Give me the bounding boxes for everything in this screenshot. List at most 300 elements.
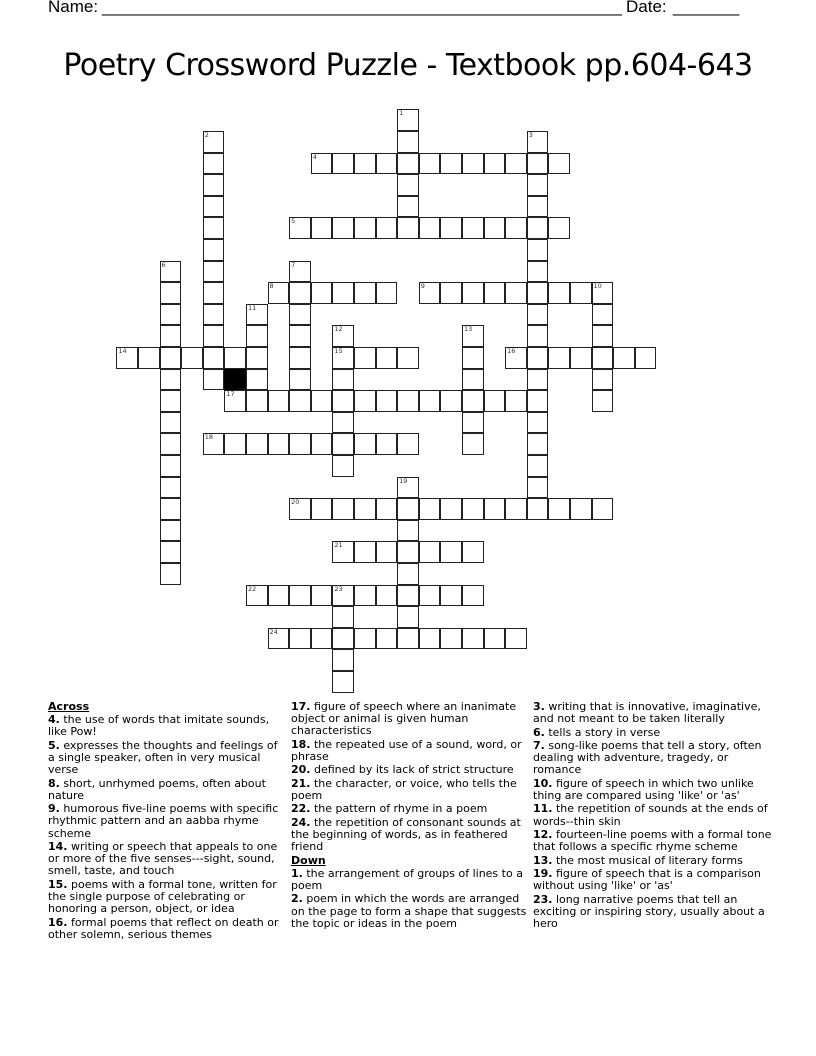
crossword-cell[interactable] [160, 477, 182, 499]
clue-number: 12. [533, 827, 553, 841]
crossword-cell[interactable] [592, 347, 614, 369]
clue-number: 15. [48, 877, 68, 891]
crossword-cell[interactable] [268, 433, 290, 455]
crossword-cell[interactable] [160, 390, 182, 412]
crossword-cell[interactable] [332, 628, 354, 650]
clue-across-24 [291, 817, 529, 854]
crossword-cell[interactable] [592, 498, 614, 520]
crossword-cell[interactable] [289, 369, 311, 391]
crossword-cell[interactable] [354, 217, 376, 239]
clue-number: 11. [533, 802, 553, 816]
clue-number: 7. [533, 738, 545, 752]
cell-number: 19 [399, 476, 408, 485]
clue-text: writing or speech that appeals to one or more of the five senses---sight, sound, smell, taste, and touch [48, 839, 278, 878]
clue-number: 9. [48, 802, 60, 816]
clue-text: writing that is innovative, imaginative, and not meant to be taken literally [533, 700, 761, 726]
crossword-cell[interactable] [397, 498, 419, 520]
cell-number: 21 [334, 541, 343, 550]
crossword-cell[interactable] [397, 390, 419, 412]
crossword-cell[interactable] [332, 498, 354, 520]
cell-number: 2 [204, 130, 209, 139]
crossword-cell[interactable] [289, 261, 311, 283]
crossword-cell[interactable] [160, 347, 182, 369]
crossword-cell[interactable] [332, 390, 354, 412]
clue-text: figure of speech in which two unlike thing are compared using 'like' or 'as' [533, 776, 754, 802]
crossword-cell[interactable] [160, 433, 182, 455]
crossword-cell[interactable] [138, 347, 160, 369]
crossword-cell[interactable] [160, 304, 182, 326]
crossword-cell[interactable] [246, 585, 268, 607]
clue-number: 20. [291, 763, 311, 777]
crossword-cell[interactable] [203, 217, 225, 239]
crossword-cell[interactable] [354, 433, 376, 455]
name-field[interactable]: _______________________________________________________ [102, 0, 623, 16]
clue-down-23 [533, 894, 773, 931]
cell-number: 17 [226, 390, 235, 399]
clue-number: 1. [291, 866, 303, 880]
crossword-cell[interactable] [397, 606, 419, 628]
clue-number: 22. [291, 802, 311, 816]
crossword-cell[interactable] [397, 541, 419, 563]
crossword-cell[interactable] [160, 520, 182, 542]
crossword-cell[interactable] [376, 498, 398, 520]
crossword-cell[interactable] [376, 390, 398, 412]
crossword-cell[interactable] [246, 304, 268, 326]
crossword-cell[interactable] [484, 153, 506, 175]
clue-across-15 [48, 879, 280, 916]
crossword-cell[interactable] [376, 153, 398, 175]
clue-across-8 [48, 778, 280, 802]
clue-number: 13. [533, 853, 553, 867]
crossword-cell[interactable] [376, 585, 398, 607]
crossword-cell[interactable] [527, 412, 549, 434]
crossword-cell[interactable] [527, 239, 549, 261]
crossword-cell[interactable] [527, 196, 549, 218]
clue-across-16 [48, 917, 280, 941]
crossword-cell[interactable] [484, 217, 506, 239]
clue-text: the repetition of sounds at the ends of words--thin skin [533, 802, 768, 828]
crossword-cell[interactable] [462, 433, 484, 455]
crossword-cell[interactable] [246, 369, 268, 391]
crossword-cell[interactable] [181, 347, 203, 369]
crossword-cell[interactable] [570, 347, 592, 369]
clue-number: 19. [533, 866, 553, 880]
crossword-cell[interactable] [268, 628, 290, 650]
crossword-cell[interactable] [548, 217, 570, 239]
cell-number: 1 [399, 109, 404, 118]
crossword-cell[interactable] [311, 433, 333, 455]
crossword-cell[interactable] [397, 563, 419, 585]
crossword-cell[interactable] [505, 390, 527, 412]
crossword-cell[interactable] [354, 498, 376, 520]
crossword-cell[interactable] [505, 498, 527, 520]
crossword-cell[interactable] [527, 304, 549, 326]
crossword-cell[interactable] [462, 412, 484, 434]
clue-down-6 [533, 727, 773, 739]
clue-number: 23. [533, 892, 553, 906]
crossword-cell[interactable] [160, 282, 182, 304]
crossword-cell[interactable] [440, 282, 462, 304]
crossword-cell[interactable] [505, 282, 527, 304]
crossword-cell[interactable] [332, 412, 354, 434]
crossword-cell[interactable] [527, 153, 549, 175]
black-square [224, 369, 246, 391]
crossword-cell[interactable] [484, 282, 506, 304]
crossword-cell[interactable] [311, 585, 333, 607]
clue-number: 24. [291, 815, 311, 829]
crossword-cell[interactable] [246, 433, 268, 455]
clue-across-4 [48, 714, 280, 738]
clue-across-17 [291, 701, 529, 738]
crossword-cell[interactable] [160, 563, 182, 585]
clue-number: 4. [48, 713, 60, 727]
crossword-cell[interactable] [203, 325, 225, 347]
clue-text: poems with a formal tone, written for the single purpose of celebrating or honoring a person, object, or idea [48, 877, 277, 916]
crossword-cell[interactable] [224, 390, 246, 412]
crossword-cell[interactable] [160, 261, 182, 283]
crossword-cell[interactable] [160, 412, 182, 434]
crossword-cell[interactable] [332, 455, 354, 477]
crossword-cell[interactable] [505, 628, 527, 650]
crossword-cell[interactable] [332, 541, 354, 563]
clue-down-1 [291, 868, 529, 892]
crossword-cell[interactable] [397, 628, 419, 650]
crossword-cell[interactable] [397, 217, 419, 239]
clue-across-22 [291, 803, 529, 815]
crossword-cell[interactable] [203, 174, 225, 196]
crossword-cell[interactable] [397, 477, 419, 499]
crossword-cell[interactable] [397, 196, 419, 218]
crossword-cell[interactable] [332, 671, 354, 693]
crossword-cell[interactable] [419, 541, 441, 563]
clue-across-21 [291, 778, 529, 802]
clue-down-3 [533, 701, 773, 725]
clue-text: the repetition of consonant sounds at the beginning of words, as in feathered friend [291, 815, 521, 854]
crossword-cell[interactable] [548, 282, 570, 304]
clue-number: 18. [291, 737, 311, 751]
crossword-cell[interactable] [354, 282, 376, 304]
clue-down-13 [533, 855, 773, 867]
crossword-cell[interactable] [289, 217, 311, 239]
crossword-cell[interactable] [332, 369, 354, 391]
crossword-cell[interactable] [440, 585, 462, 607]
crossword-cell[interactable] [354, 628, 376, 650]
clue-text: the arrangement of groups of lines to a poem [291, 866, 523, 892]
date-label: Date: [626, 0, 667, 16]
clue-number: 17. [291, 700, 311, 713]
clue-text: the repeated use of a sound, word, or phrase [291, 737, 522, 763]
crossword-cell[interactable] [462, 390, 484, 412]
clues-column-1 [48, 701, 280, 942]
across-heading: Across [48, 700, 90, 713]
clue-across-20 [291, 764, 529, 776]
crossword-cell[interactable] [419, 217, 441, 239]
crossword-cell[interactable] [332, 282, 354, 304]
clue-text: long narrative poems that tell an exciting or inspiring story, usually about a hero [533, 892, 765, 930]
crossword-cell[interactable] [289, 304, 311, 326]
crossword-cell[interactable] [527, 498, 549, 520]
crossword-cell[interactable] [484, 498, 506, 520]
crossword-cell[interactable] [311, 390, 333, 412]
crossword-cell[interactable] [160, 455, 182, 477]
crossword-cell[interactable] [440, 541, 462, 563]
clue-text: short, unrhymed poems, often about nature [48, 776, 266, 802]
crossword-cell[interactable] [635, 347, 657, 369]
clue-text: the most musical of literary forms [552, 853, 743, 867]
crossword-cell[interactable] [203, 131, 225, 153]
crossword-cell[interactable] [160, 369, 182, 391]
cell-number: 6 [161, 260, 166, 269]
crossword-cell[interactable] [332, 433, 354, 455]
cell-number: 24 [269, 627, 278, 636]
clue-text: defined by its lack of strict structure [310, 763, 514, 777]
crossword-cell[interactable] [462, 153, 484, 175]
cell-number: 10 [593, 282, 602, 291]
clue-text: song-like poems that tell a story, often dealing with adventure, tragedy, or romance [533, 738, 762, 777]
clue-number: 2. [291, 892, 303, 906]
page-title: Poetry Crossword Puzzle - Textbook pp.604-643 [63, 48, 753, 83]
clue-down-7 [533, 740, 773, 777]
crossword-cell[interactable] [289, 347, 311, 369]
crossword-cell[interactable] [592, 325, 614, 347]
crossword-cell[interactable] [160, 325, 182, 347]
crossword-cell[interactable] [440, 217, 462, 239]
crossword-cell[interactable] [311, 282, 333, 304]
crossword-cell[interactable] [505, 217, 527, 239]
clue-text: formal poems that reflect on death or other solemn, serious themes [48, 915, 279, 941]
cell-number: 15 [334, 346, 343, 355]
crossword-cell[interactable] [354, 390, 376, 412]
crossword-cell[interactable] [311, 628, 333, 650]
crossword-cell[interactable] [332, 649, 354, 671]
crossword-cell[interactable] [289, 390, 311, 412]
clue-down-11 [533, 803, 773, 827]
crossword-cell[interactable] [527, 369, 549, 391]
cell-number: 5 [291, 217, 296, 226]
crossword-cell[interactable] [332, 347, 354, 369]
clue-number: 3. [533, 700, 545, 713]
crossword-cell[interactable] [332, 606, 354, 628]
crossword-cell[interactable] [484, 390, 506, 412]
crossword-cell[interactable] [289, 282, 311, 304]
crossword-cell[interactable] [311, 498, 333, 520]
crossword-cell[interactable] [397, 174, 419, 196]
crossword-cell[interactable] [419, 282, 441, 304]
crossword-cell[interactable] [246, 347, 268, 369]
crossword-cell[interactable] [527, 347, 549, 369]
clue-text: tells a story in verse [544, 725, 661, 739]
cell-number: 9 [420, 282, 425, 291]
crossword-cell[interactable] [527, 433, 549, 455]
clue-number: 14. [48, 839, 68, 853]
crossword-cell[interactable] [397, 433, 419, 455]
crossword-cell[interactable] [397, 520, 419, 542]
crossword-cell[interactable] [332, 585, 354, 607]
crossword-cell[interactable] [376, 628, 398, 650]
crossword-cell[interactable] [462, 325, 484, 347]
cell-number: 14 [118, 346, 127, 355]
crossword-cell[interactable] [527, 390, 549, 412]
clue-number: 16. [48, 915, 68, 929]
crossword-cell[interactable] [376, 217, 398, 239]
crossword-cell[interactable] [592, 304, 614, 326]
crossword-cell[interactable] [592, 390, 614, 412]
crossword-cell[interactable] [527, 282, 549, 304]
crossword-cell[interactable] [592, 369, 614, 391]
crossword-cell[interactable] [268, 282, 290, 304]
crossword-cell[interactable] [613, 347, 635, 369]
crossword-cell[interactable] [268, 390, 290, 412]
crossword-cell[interactable] [246, 390, 268, 412]
clues-column-3 [533, 701, 773, 931]
cell-number: 22 [247, 584, 257, 593]
crossword-cell[interactable] [527, 325, 549, 347]
crossword-cell[interactable] [160, 541, 182, 563]
crossword-cell[interactable] [462, 541, 484, 563]
crossword-cell[interactable] [462, 628, 484, 650]
crossword-cell[interactable] [203, 347, 225, 369]
crossword-cell[interactable] [527, 261, 549, 283]
crossword-cell[interactable] [203, 282, 225, 304]
crossword-cell[interactable] [397, 131, 419, 153]
crossword-cell[interactable] [311, 217, 333, 239]
clue-down-19 [533, 868, 773, 892]
clue-text: the character, or voice, who tells the poem [291, 776, 517, 802]
crossword-cell[interactable] [548, 153, 570, 175]
crossword-cell[interactable] [224, 347, 246, 369]
crossword-cell[interactable] [527, 477, 549, 499]
cell-number: 13 [463, 325, 473, 334]
crossword-cell[interactable] [203, 433, 225, 455]
crossword-cell[interactable] [397, 153, 419, 175]
date-field[interactable]: _______ [673, 0, 740, 16]
crossword-cell[interactable] [311, 153, 333, 175]
clue-down-12 [533, 829, 773, 853]
clue-text: fourteen-line poems with a formal tone that follows a specific rhyme scheme [533, 827, 772, 854]
crossword-cell[interactable] [505, 153, 527, 175]
crossword-cell[interactable] [160, 498, 182, 520]
crossword-cell[interactable] [419, 585, 441, 607]
crossword-cell[interactable] [289, 585, 311, 607]
clue-number: 21. [291, 776, 311, 790]
down-heading: Down [291, 853, 326, 867]
clue-across-9 [48, 803, 280, 840]
crossword-cell[interactable] [376, 347, 398, 369]
crossword-cell[interactable] [440, 153, 462, 175]
crossword-cell[interactable] [203, 239, 225, 261]
clue-down-2 [291, 893, 529, 930]
crossword-cell[interactable] [462, 282, 484, 304]
crossword-cell[interactable] [419, 153, 441, 175]
crossword-cell[interactable] [527, 131, 549, 153]
crossword-cell[interactable] [419, 390, 441, 412]
crossword-cell[interactable] [203, 196, 225, 218]
clue-number: 6. [533, 725, 545, 739]
crossword-cell[interactable] [203, 369, 225, 391]
crossword-cell[interactable] [548, 347, 570, 369]
crossword-cell[interactable] [376, 433, 398, 455]
crossword-cell[interactable] [354, 153, 376, 175]
crossword-cell[interactable] [397, 109, 419, 131]
crossword-cell[interactable] [203, 304, 225, 326]
crossword-cell[interactable] [462, 217, 484, 239]
crossword-cell[interactable] [354, 585, 376, 607]
crossword-cell[interactable] [397, 347, 419, 369]
cell-number: 7 [291, 260, 296, 269]
crossword-cell[interactable] [376, 282, 398, 304]
crossword-cell[interactable] [484, 628, 506, 650]
crossword-cell[interactable] [332, 325, 354, 347]
crossword-cell[interactable] [268, 585, 290, 607]
crossword-cell[interactable] [419, 498, 441, 520]
cell-number: 16 [507, 346, 516, 355]
crossword-cell[interactable] [289, 433, 311, 455]
crossword-cell[interactable] [440, 498, 462, 520]
crossword-cell[interactable] [592, 282, 614, 304]
crossword-cell[interactable] [376, 541, 398, 563]
crossword-cell[interactable] [354, 541, 376, 563]
clue-number: 5. [48, 738, 60, 752]
clue-across-18 [291, 739, 529, 763]
crossword-cell[interactable] [548, 498, 570, 520]
crossword-cell[interactable] [289, 325, 311, 347]
crossword-cell[interactable] [527, 217, 549, 239]
clue-across-5 [48, 740, 280, 777]
cell-number: 11 [247, 303, 257, 312]
crossword-cell[interactable] [289, 628, 311, 650]
crossword-cell[interactable] [419, 628, 441, 650]
crossword-cell[interactable] [462, 585, 484, 607]
crossword-cell[interactable] [462, 498, 484, 520]
cell-number: 8 [269, 282, 274, 291]
clue-text: figure of speech that is a comparison without using 'like' or 'as' [533, 866, 761, 893]
crossword-cell[interactable] [462, 347, 484, 369]
clue-down-10 [533, 778, 773, 802]
cell-number: 12 [334, 325, 343, 334]
crossword-cell[interactable] [440, 390, 462, 412]
crossword-cell[interactable] [462, 369, 484, 391]
crossword-cell[interactable] [332, 217, 354, 239]
crossword-cell[interactable] [332, 153, 354, 175]
clues-column-2 [291, 701, 529, 931]
crossword-cell[interactable] [570, 282, 592, 304]
crossword-cell[interactable] [527, 174, 549, 196]
cell-number: 3 [528, 130, 533, 139]
crossword-cell[interactable] [116, 347, 138, 369]
crossword-cell[interactable] [289, 498, 311, 520]
clue-text: poem in which the words are arranged on the page to form a shape that suggests the topic or ideas in the poem [291, 892, 527, 930]
crossword-cell[interactable] [246, 325, 268, 347]
crossword-cell[interactable] [527, 455, 549, 477]
clue-number: 10. [533, 776, 553, 790]
crossword-cell[interactable] [354, 347, 376, 369]
crossword-cell[interactable] [397, 585, 419, 607]
crossword-cell[interactable] [570, 498, 592, 520]
clue-text: expresses the thoughts and feelings of a single speaker, often in very musical verse [48, 738, 278, 777]
clue-text: humorous five-line poems with specific rhythmic pattern and an aabba rhyme scheme [48, 802, 279, 840]
cell-number: 4 [312, 152, 317, 161]
cell-number: 18 [204, 433, 214, 442]
name-label: Name: [48, 0, 99, 16]
crossword-cell[interactable] [224, 433, 246, 455]
crossword-cell[interactable] [203, 261, 225, 283]
clue-text: figure of speech where an inanimate object or animal is given human characteristics [291, 700, 517, 738]
crossword-cell[interactable] [203, 153, 225, 175]
cell-number: 20 [291, 498, 300, 507]
clue-number: 8. [48, 776, 60, 790]
crossword-cell[interactable] [440, 628, 462, 650]
crossword-cell[interactable] [505, 347, 527, 369]
